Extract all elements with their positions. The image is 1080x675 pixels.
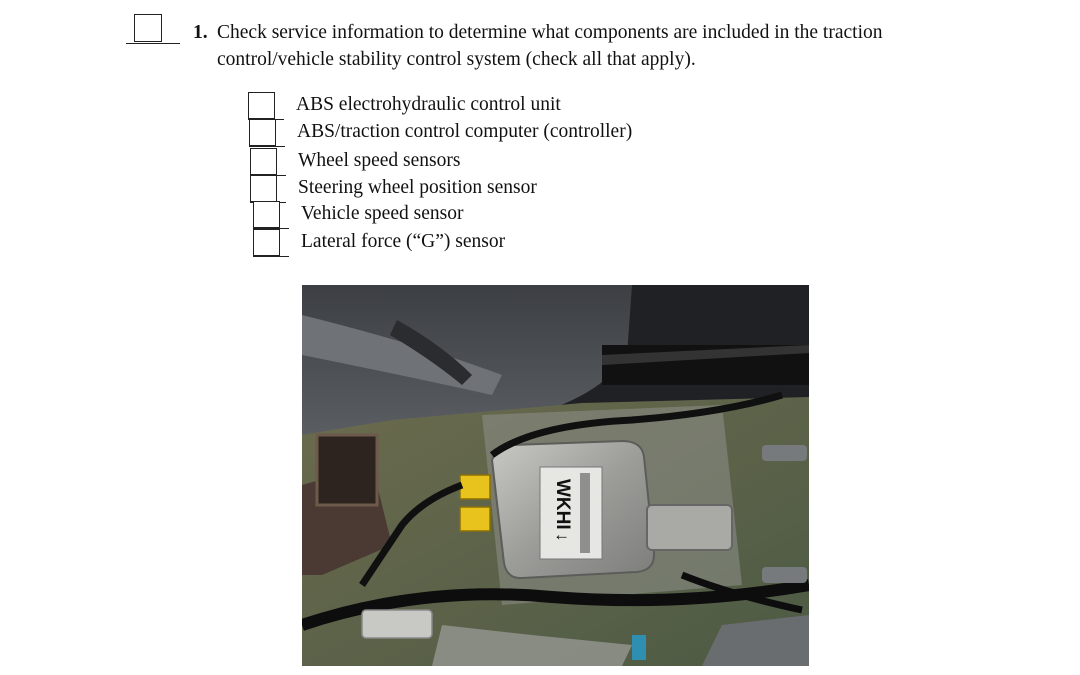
option-lateral-force-sensor[interactable]: [253, 229, 673, 256]
option-checkbox[interactable]: [250, 148, 277, 175]
option-vehicle-speed-sensor[interactable]: [253, 201, 673, 228]
gray-connector: [647, 505, 732, 550]
bracket-slot-lower: [762, 567, 807, 583]
checkbox-underline: [249, 146, 285, 147]
option-checkbox[interactable]: [248, 92, 275, 119]
yellow-connector-upper: [460, 475, 490, 499]
controller-photo: [302, 285, 809, 666]
option-checkbox[interactable]: [250, 175, 277, 202]
option-label: ABS electrohydraulic control unit: [296, 94, 561, 115]
option-checkbox[interactable]: [249, 119, 276, 146]
blue-connector: [632, 635, 646, 660]
task-checkbox[interactable]: [134, 14, 162, 42]
option-checkbox[interactable]: [253, 229, 280, 256]
photo-illustration: [302, 285, 809, 666]
option-abs-control-unit[interactable]: [248, 92, 668, 119]
barcode: [580, 473, 590, 553]
module-label-text: [552, 479, 573, 542]
option-steering-position-sensor[interactable]: [250, 175, 670, 202]
bracket-slot-upper: [762, 445, 807, 461]
question-number: 1.: [193, 22, 208, 43]
question-text-line-1: Check service information to determine what components are included in the traction: [217, 22, 883, 43]
module-code: WKHI: [552, 479, 573, 530]
yellow-connector-lower: [460, 507, 490, 531]
option-label: Steering wheel position sensor: [298, 177, 537, 198]
checkbox-underline: [253, 256, 289, 257]
module-arrow: ↓: [553, 533, 572, 542]
question-text-line-2: control/vehicle stability control system (check all that apply).: [217, 48, 696, 70]
option-abs-controller[interactable]: [249, 119, 669, 146]
left-vent: [317, 435, 377, 505]
white-connector: [362, 610, 432, 638]
option-label: ABS/traction control computer (controller): [297, 121, 633, 142]
option-label: Lateral force (“G”) sensor: [301, 231, 506, 252]
option-wheel-speed-sensors[interactable]: [250, 148, 670, 175]
option-label: Wheel speed sensors: [298, 150, 461, 171]
option-label: Vehicle speed sensor: [301, 203, 464, 224]
option-checkbox[interactable]: [253, 201, 280, 228]
task-checkbox-underline: [126, 43, 180, 44]
